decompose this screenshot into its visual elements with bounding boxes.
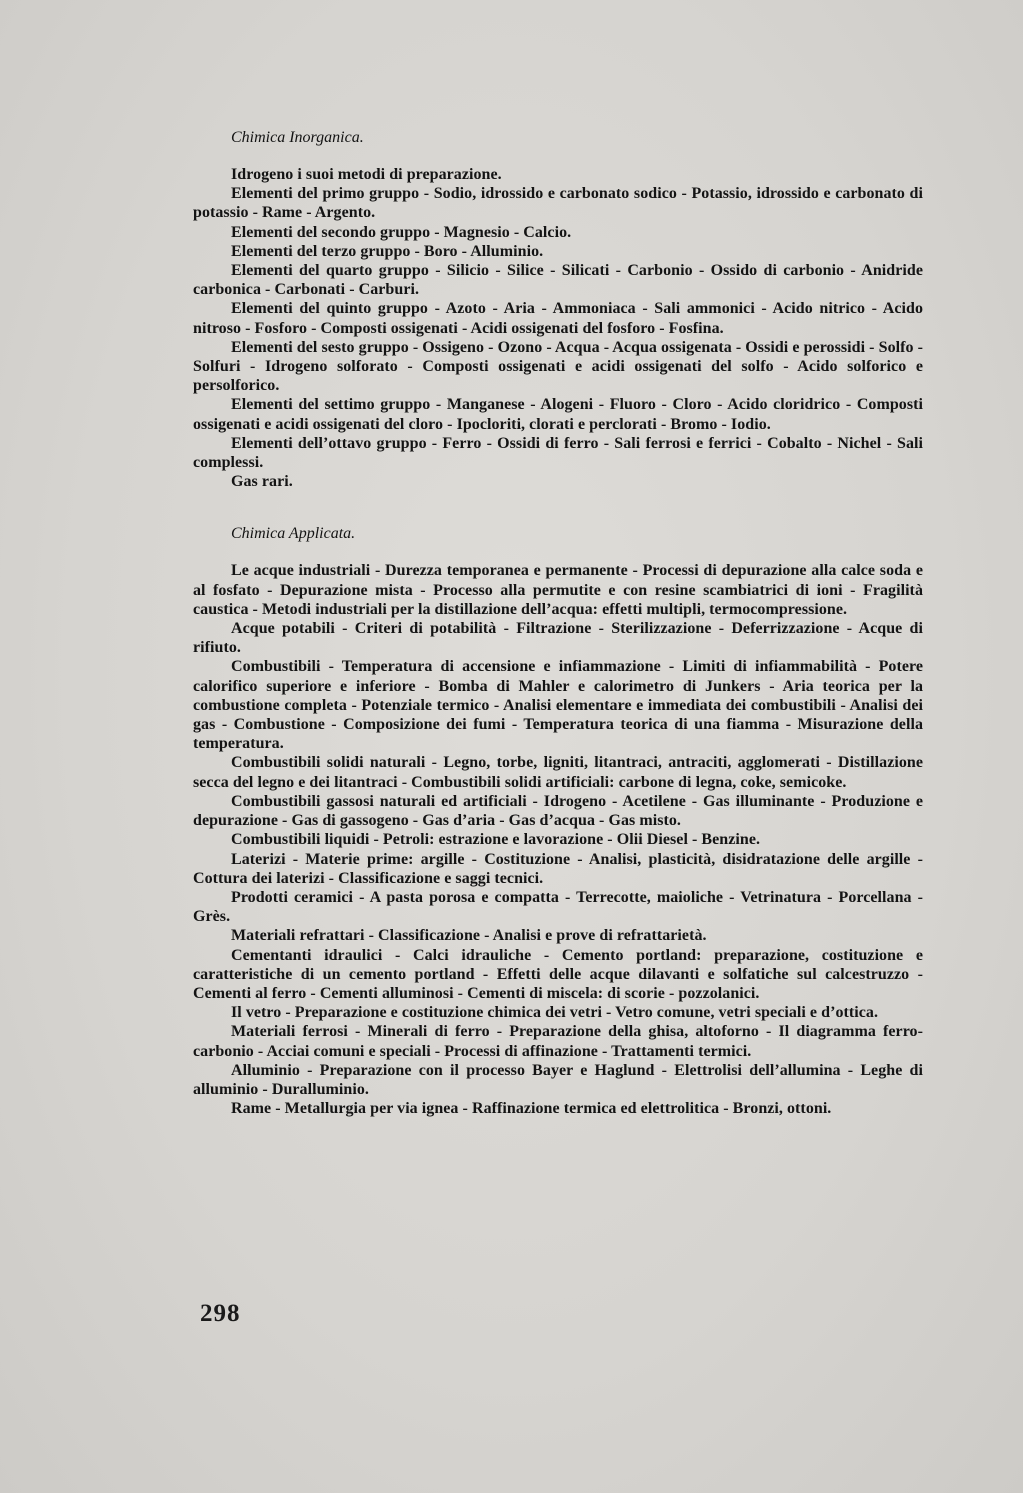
- section-title-inorganic: Chimica Inorganica.: [231, 129, 364, 146]
- section-body-inorganic: [193, 165, 923, 491]
- section-applied-chemistry: [193, 524, 923, 1118]
- section-inorganic-chemistry: [193, 128, 923, 491]
- paragraph: Elementi del primo gruppo - Sodio, idrossido e carbonato sodico - Potassio, idrossido e carbonato di potassio - Rame - Argento.: [193, 185, 923, 222]
- paragraph: Elementi del quarto gruppo - Silicio - Silice - Silicati - Carbonio - Ossido di carbonio - Anidride carbonica - Carbonati - Carburi.: [193, 262, 923, 299]
- paragraph: Elementi dell’ottavo gruppo - Ferro - Ossidi di ferro - Sali ferrosi e ferrici - Cobalto - Nichel - Sali complessi.: [193, 434, 923, 472]
- section-title-applied: Chimica Applicata.: [231, 525, 356, 543]
- paragraph: Laterizi - Materie prime: argille - Costituzione - Analisi, plasticità, disidratazione delle argille - Cottura dei laterizi - Classificazione e saggi tecnici.: [193, 850, 923, 887]
- page-content: [193, 128, 923, 1118]
- page-number: 298: [200, 1300, 241, 1327]
- paragraph: Cementanti idraulici - Calci idrauliche - Cemento portland: preparazione, costituzione e caratteristiche di un cemento portland - Effetti delle acque dilavanti e solfatiche sul calcestruzzo - Cementi al ferro - Cementi alluminosi - Cementi di miscela: di scorie - pozzolanici.: [193, 946, 923, 1002]
- paragraph: Elementi del secondo gruppo - Magnesio - Calcio.: [231, 223, 572, 241]
- paragraph: Rame - Metallurgia per via ignea - Raffinazione termica ed elettrolitica - Bronzi, ottoni.: [231, 1100, 832, 1118]
- paragraph: Combustibili solidi naturali - Legno, torbe, ligniti, litantraci, antraciti, agglomerati - Distillazione secca del legno e dei litantraci - Combustibili solidi artificiali: carbone di legna, coke, semicoke.: [193, 754, 923, 791]
- paragraph: Le acque industriali - Durezza temporanea e permanente - Processi di depurazione alla calce soda e al fosfato - Depurazione mista - Processo alla permutite e con resine scambiatrici di ioni - Fragilità caustica - Metodi industriali per la distillazione dell’acqua: effetti multipli, termocompressione.: [193, 562, 923, 618]
- paragraph: Acque potabili - Criteri di potabilità - Filtrazione - Sterilizzazione - Deferrizzazione - Acque di rifiuto.: [193, 620, 923, 657]
- paragraph: Idrogeno i suoi metodi di preparazione.: [231, 166, 502, 183]
- paragraph: Materiali refrattari - Classificazione - Analisi e prove di refrattarietà.: [231, 927, 707, 945]
- paragraph: Elementi del settimo gruppo - Manganese - Alogeni - Fluoro - Cloro - Acido cloridrico - Composti ossigenati e acidi ossigenati del cloro - Ipocloriti, clorati e perclorati - Bromo - Iodio.: [193, 396, 923, 433]
- paragraph: Elementi del sesto gruppo - Ossigeno - Ozono - Acqua - Acqua ossigenata - Ossidi e perossidi - Solfo - Solfuri - Idrogeno solforato - Composti ossigenati e acidi ossigenati del solfo - Acido solforico e persolforico.: [193, 338, 923, 395]
- paragraph: Prodotti ceramici - A pasta porosa e compatta - Terrecotte, maioliche - Vetrinatura - Porcellana - Grès.: [193, 888, 923, 926]
- paragraph: Combustibili gassosi naturali ed artificiali - Idrogeno - Acetilene - Gas illuminante - Produzione e depurazione - Gas di gassogeno - Gas d’aria - Gas d’acqua - Gas misto.: [193, 792, 923, 830]
- paragraph: Elementi del quinto gruppo - Azoto - Aria - Ammoniaca - Sali ammonici - Acido nitrico - Acido nitroso - Fosforo - Composti ossigenati - Acidi ossigenati del fosforo - Fosfina.: [193, 300, 923, 337]
- paragraph: Elementi del terzo gruppo - Boro - Alluminio.: [231, 242, 544, 260]
- paragraph: Gas rari.: [231, 473, 293, 491]
- paragraph: Il vetro - Preparazione e costituzione chimica dei vetri - Vetro comune, vetri speciali e d’ottica.: [231, 1004, 879, 1022]
- paragraph: Materiali ferrosi - Minerali di ferro - Preparazione della ghisa, altoforno - Il diagramma ferro-carbonio - Acciai comuni e speciali - Processi di affinazione - Trattamenti termici.: [193, 1023, 923, 1060]
- paragraph: Alluminio - Preparazione con il processo Bayer e Haglund - Elettrolisi dell’allumina - Leghe di alluminio - Duralluminio.: [193, 1061, 923, 1098]
- section-body-applied: [193, 561, 923, 1118]
- paragraph: Combustibili liquidi - Petroli: estrazione e lavorazione - Olii Diesel - Benzine.: [231, 831, 761, 849]
- paragraph: Combustibili - Temperatura di accensione e infiammazione - Limiti di infiammabilità - Potere calorifico superiore e inferiore - Bomba di Mahler e calorimetro di Junkers - Aria teorica per la combustione completa - Potenziale termico - Analisi elementare e immediata dei combustibili - Analisi dei gas - Combustione - Composizione dei fumi - Temperatura teorica di una fiamma - Misurazione della temperatura.: [193, 658, 923, 753]
